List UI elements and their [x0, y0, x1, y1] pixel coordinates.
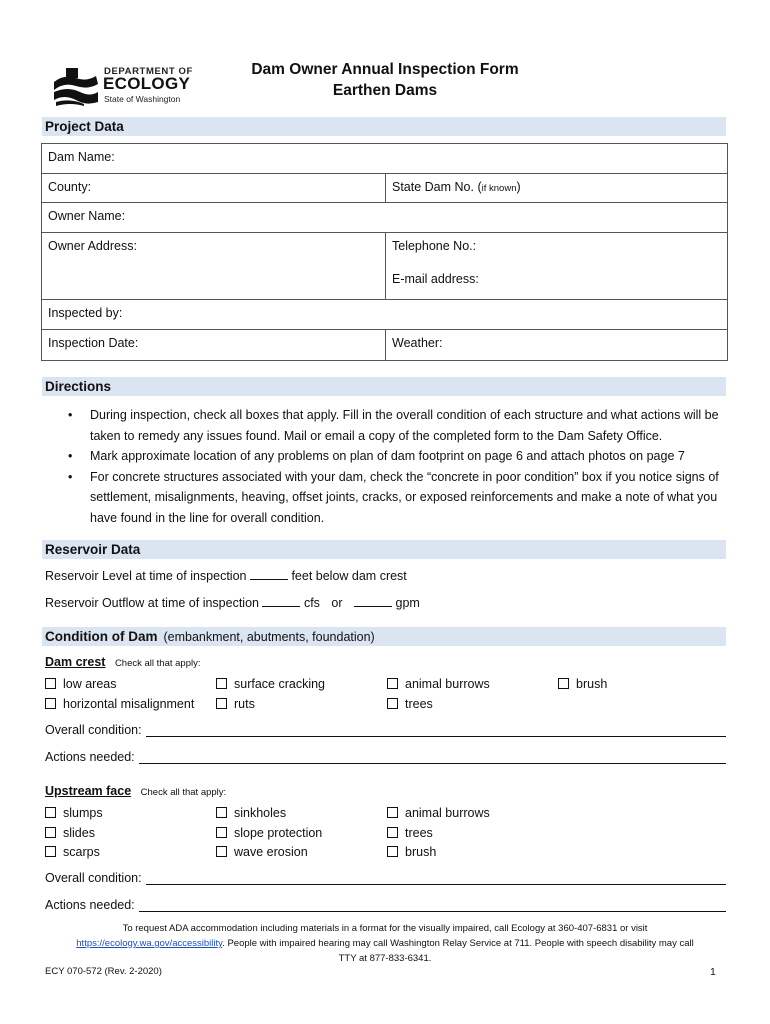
accessibility-link[interactable]: https://ecology.wa.gov/accessibility [76, 938, 223, 949]
ada-notice-line2 [42, 936, 728, 951]
directions-bullet: • During inspection, check all boxes that apply. Fill in the overall condition of each structure and what actions will be taken to remedy any issues found. Mail or email a copy of the completed form to the Dam Safety Office. [62, 405, 728, 446]
reservoir-level-line [45, 569, 407, 583]
reservoir-outflow-label: Reservoir Outflow at time of inspection [45, 596, 259, 610]
reservoir-outflow-cfs-blank[interactable] [262, 596, 300, 607]
overall-condition-label: Overall condition: [45, 723, 142, 737]
checkbox-label: low areas [63, 677, 117, 691]
checkbox-icon[interactable] [45, 846, 56, 857]
checkbox-icon[interactable] [387, 698, 398, 709]
contact-cell [386, 233, 727, 299]
checkbox-label: brush [576, 677, 608, 691]
checkbox-ruts[interactable] [216, 697, 255, 711]
actions-needed-line[interactable] [139, 751, 726, 764]
checkbox-brush[interactable] [558, 677, 607, 691]
checkbox-animal-burrows[interactable] [387, 677, 490, 691]
ada-notice-line2-text: . People with impaired hearing may call Washington Relay Service at 711. People with speech disability may call [222, 938, 694, 949]
checkbox-animal-burrows-upstream[interactable] [387, 806, 490, 820]
checkbox-label: slumps [63, 806, 103, 820]
inspected-by-field[interactable]: Inspected by: [48, 306, 123, 320]
reservoir-outflow-line [45, 596, 420, 610]
directions-list [62, 405, 728, 528]
checkbox-wave-erosion[interactable] [216, 845, 308, 859]
checkbox-icon[interactable] [45, 807, 56, 818]
checkbox-slumps[interactable] [45, 806, 103, 820]
overall-condition-line[interactable] [146, 872, 726, 885]
inspected-by-row [42, 300, 727, 330]
owner-name-row [42, 203, 727, 233]
checkbox-icon[interactable] [216, 846, 227, 857]
checkbox-icon[interactable] [216, 827, 227, 838]
condition-heading-title: Condition of Dam [45, 629, 158, 644]
logo-department-text: DEPARTMENT OF [104, 66, 193, 77]
state-dam-no-note: if known [481, 183, 517, 194]
weather-field[interactable]: Weather: [392, 336, 443, 350]
checkbox-label: slides [63, 826, 95, 840]
checkbox-trees[interactable] [387, 697, 433, 711]
upstream-face-heading [45, 784, 226, 798]
inspection-date-row [42, 330, 727, 360]
checkbox-label: trees [405, 697, 433, 711]
checkbox-icon[interactable] [387, 678, 398, 689]
checkbox-label: slope protection [234, 826, 323, 840]
reservoir-outflow-or: or [331, 596, 343, 610]
form-title: Dam Owner Annual Inspection Form [251, 61, 519, 78]
reservoir-outflow-cfs-unit: cfs [303, 596, 320, 610]
checkbox-icon[interactable] [558, 678, 569, 689]
checkbox-brush-upstream[interactable] [387, 845, 436, 859]
dam-crest-title: Dam crest [45, 655, 106, 669]
dam-crest-note: Check all that apply: [114, 658, 201, 669]
checkbox-icon[interactable] [387, 827, 398, 838]
project-data-table [41, 143, 728, 361]
project-data-heading: Project Data [42, 117, 726, 136]
checkbox-low-areas[interactable] [45, 677, 117, 691]
checkbox-horizontal-misalignment[interactable] [45, 697, 194, 711]
owner-address-field[interactable]: Owner Address: [42, 233, 386, 299]
checkbox-slides[interactable] [45, 826, 95, 840]
checkbox-sinkholes[interactable] [216, 806, 286, 820]
reservoir-level-unit: feet below dam crest [291, 569, 407, 583]
checkbox-label: wave erosion [234, 845, 308, 859]
owner-name-field[interactable]: Owner Name: [48, 209, 126, 223]
logo-ecology-text: ECOLOGY [103, 74, 191, 93]
checkbox-label: animal burrows [405, 806, 490, 820]
checkbox-icon[interactable] [45, 678, 56, 689]
county-field[interactable]: County: [42, 174, 386, 202]
ada-notice [42, 921, 728, 966]
dam-crest-actions-needed [45, 750, 726, 764]
checkbox-label: ruts [234, 697, 255, 711]
reservoir-outflow-gpm-blank[interactable] [354, 596, 392, 607]
checkbox-icon[interactable] [216, 698, 227, 709]
upstream-face-title: Upstream face [45, 784, 132, 798]
overall-condition-line[interactable] [146, 724, 726, 737]
checkbox-label: trees [405, 826, 433, 840]
checkbox-icon[interactable] [387, 846, 398, 857]
state-dam-no-close: ) [516, 180, 521, 194]
checkbox-label: sinkholes [234, 806, 287, 820]
form-number: ECY 070-572 (Rev. 2-2020) [45, 966, 162, 977]
logo-state-text: State of Washington [104, 94, 181, 104]
reservoir-data-heading: Reservoir Data [42, 540, 726, 559]
checkbox-icon[interactable] [216, 807, 227, 818]
directions-heading: Directions [42, 377, 726, 396]
dam-name-field[interactable]: Dam Name: [48, 150, 115, 164]
checkbox-label: brush [405, 845, 437, 859]
checkbox-icon[interactable] [45, 827, 56, 838]
directions-bullet: • For concrete structures associated with your dam, check the “concrete in poor condition” box if you notice signs of settlement, misalignments, heaving, offset joints, cracks, or exposed reinforcements and make a note of what you have found in the line for overall condition. [62, 467, 728, 529]
checkbox-label: animal burrows [405, 677, 490, 691]
reservoir-level-blank[interactable] [250, 569, 288, 580]
reservoir-outflow-gpm-unit: gpm [395, 596, 420, 610]
county-row [42, 174, 727, 203]
checkbox-label: surface cracking [234, 677, 326, 691]
dam-crest-overall-condition [45, 723, 726, 737]
checkbox-icon[interactable] [216, 678, 227, 689]
email-field[interactable]: E-mail address: [392, 272, 479, 286]
condition-heading [42, 627, 726, 646]
form-subtitle: Earthen Dams [332, 82, 438, 99]
checkbox-icon[interactable] [387, 807, 398, 818]
state-dam-no-label: State Dam No. ( [392, 180, 482, 194]
actions-needed-label: Actions needed: [45, 750, 135, 764]
dam-crest-heading [45, 655, 200, 669]
page-number: 1 [710, 966, 716, 978]
inspection-date-field[interactable]: Inspection Date: [42, 330, 386, 360]
dam-name-row [42, 144, 727, 174]
overall-condition-label: Overall condition: [45, 871, 142, 885]
ada-notice-line1: To request ADA accommodation including materials in a format for the visually impaired, call Ecology at 360-407-6831 or visit [122, 923, 648, 934]
state-dam-no-field[interactable] [386, 174, 727, 202]
checkbox-label: scarps [63, 845, 100, 859]
owner-address-row [42, 233, 727, 300]
upstream-face-overall-condition [45, 871, 726, 885]
checkbox-slope-protection[interactable] [216, 826, 322, 840]
checkbox-scarps[interactable] [45, 845, 100, 859]
telephone-field[interactable]: Telephone No.: [392, 239, 477, 253]
upstream-face-note: Check all that apply: [140, 787, 227, 798]
checkbox-icon[interactable] [45, 698, 56, 709]
checkbox-surface-cracking[interactable] [216, 677, 325, 691]
checkbox-label: horizontal misalignment [63, 697, 195, 711]
condition-heading-sub: (embankment, abutments, foundation) [163, 630, 375, 644]
actions-needed-line[interactable] [139, 899, 726, 912]
checkbox-trees-upstream[interactable] [387, 826, 433, 840]
directions-bullet: • Mark approximate location of any problems on plan of dam footprint on page 6 and attach photos on page 7 [62, 446, 728, 467]
reservoir-level-label: Reservoir Level at time of inspection [45, 569, 247, 583]
upstream-face-actions-needed [45, 898, 726, 912]
actions-needed-label: Actions needed: [45, 898, 135, 912]
ada-notice-line3: TTY at 877-833-6341. [338, 953, 432, 964]
